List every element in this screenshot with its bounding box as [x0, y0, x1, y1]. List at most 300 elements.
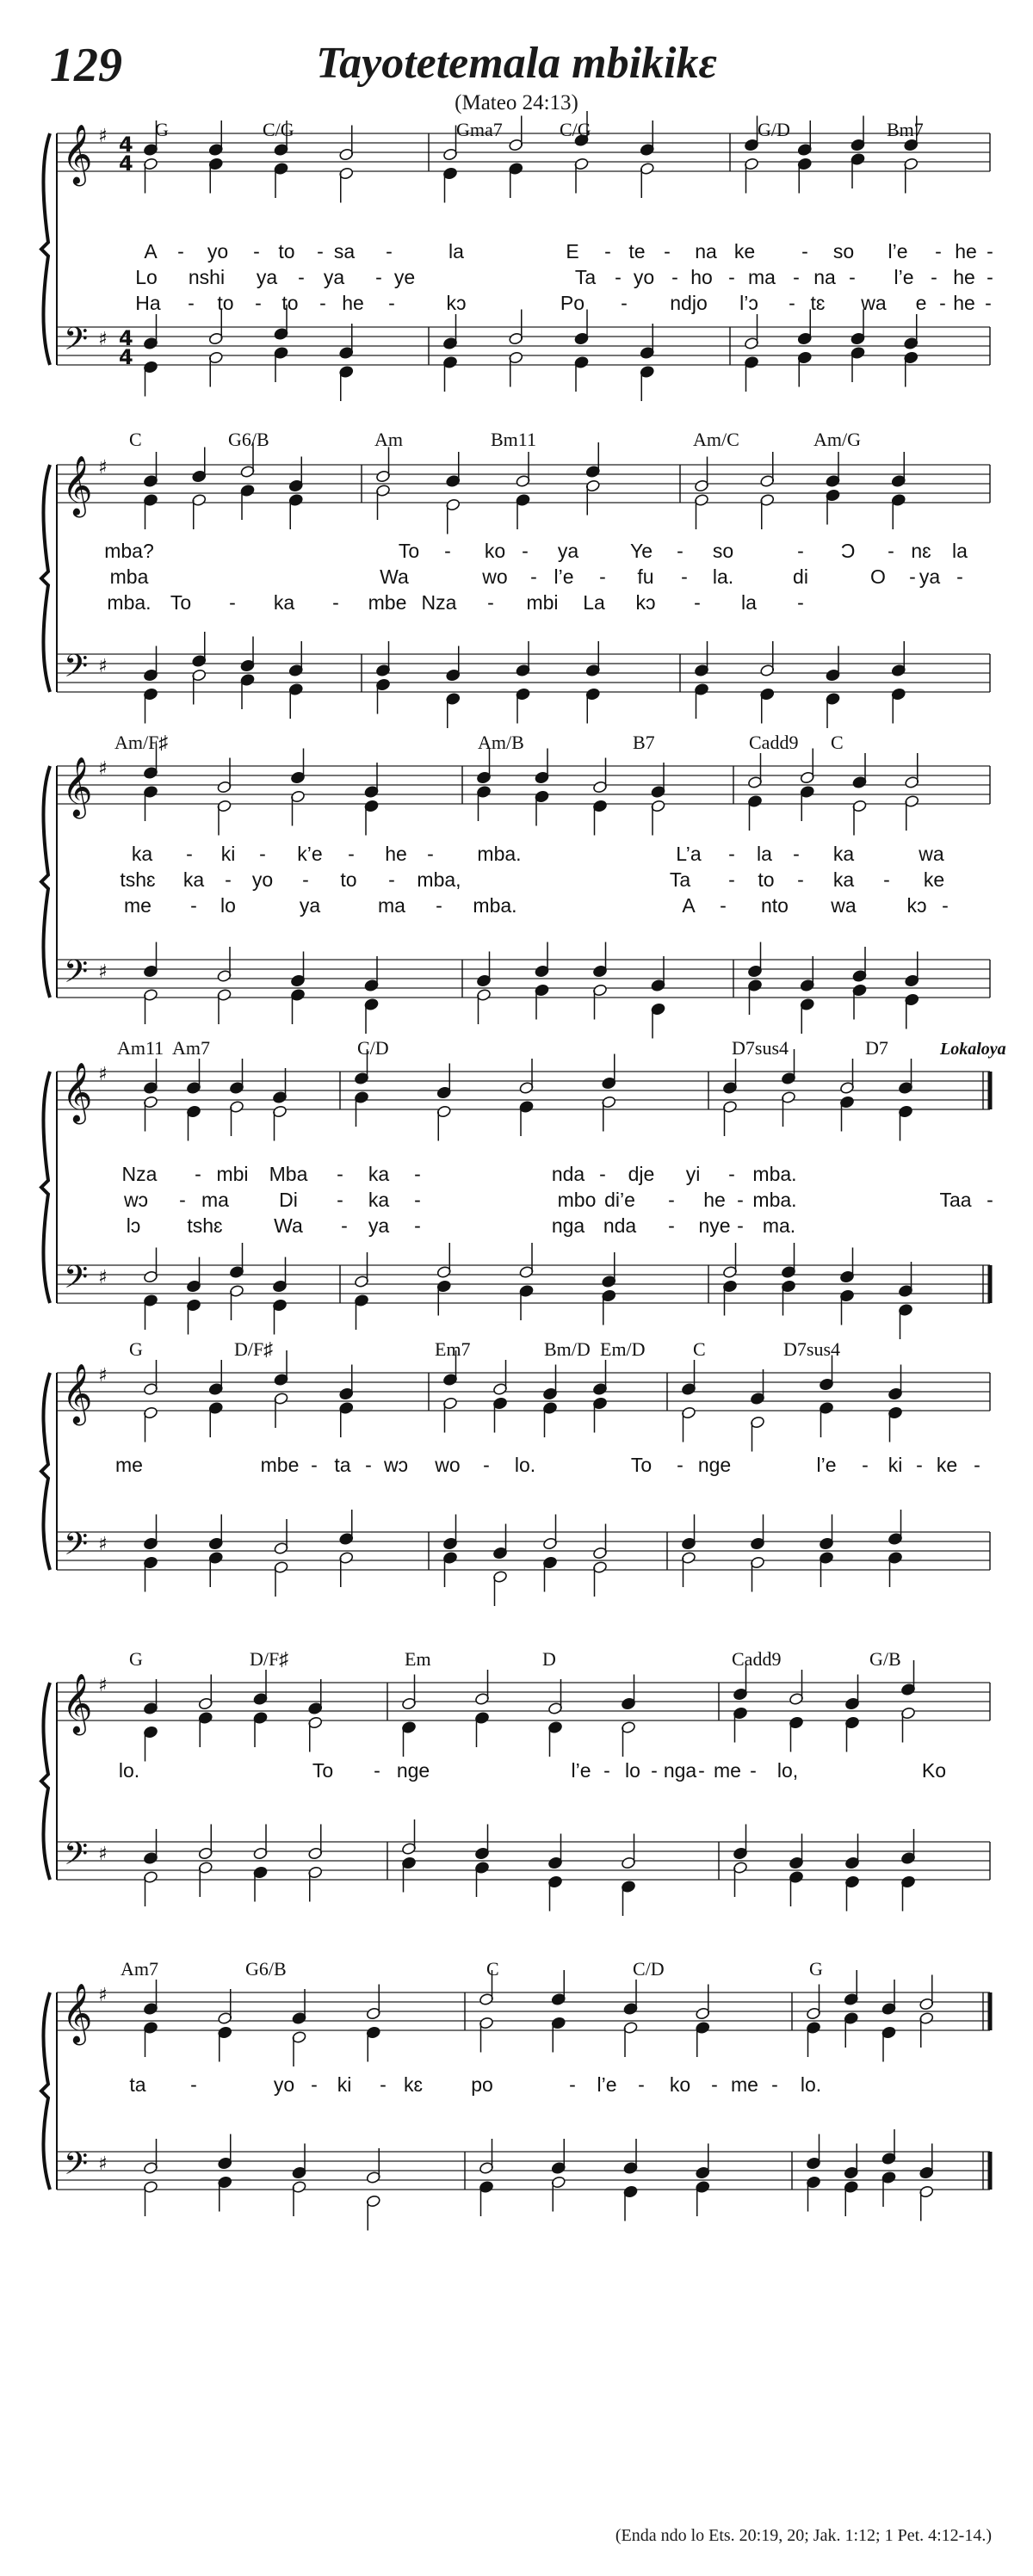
lyric-syllable: -	[259, 843, 266, 865]
lyric-syllable: -	[728, 1163, 735, 1185]
bass-staff	[57, 960, 990, 998]
brace	[41, 133, 50, 365]
lyric-syllable: ko	[669, 2073, 691, 2096]
lyric-syllable: lo	[625, 1759, 640, 1782]
lyric-syllable: Po	[560, 292, 585, 314]
lyric-syllable: -	[348, 843, 355, 865]
lyric-syllable: he	[953, 292, 975, 314]
lyric-syllable: ka	[131, 843, 153, 865]
lyric-syllable: -	[737, 1189, 744, 1211]
lyric-syllable: -	[793, 266, 800, 288]
lyric-syllable: l’e	[888, 240, 908, 263]
lyric-syllable: -	[332, 591, 339, 614]
treble-clef-icon: 𝄞	[62, 757, 93, 817]
bass-notes	[143, 632, 906, 728]
lyric-syllable: l’e	[816, 1454, 837, 1476]
chord-symbol: Am/C	[693, 429, 739, 450]
brace	[41, 1072, 50, 1303]
lyric-syllable: -	[987, 266, 993, 288]
lyric-syllable: -	[311, 2073, 318, 2096]
lyric-syllable: me	[714, 1759, 741, 1782]
lyric-syllable: na	[695, 240, 717, 263]
lyric-syllable: nga	[663, 1759, 697, 1782]
chord-symbol: Em	[405, 1648, 431, 1670]
lyric-syllable: -	[909, 565, 916, 588]
chord-symbol: G	[809, 1958, 823, 1980]
lyric-syllable: -	[862, 1454, 869, 1476]
lyric-syllable: Taa	[939, 1189, 972, 1211]
lyric-syllable: lo.	[800, 2073, 822, 2096]
lyric-syllable: ya	[256, 266, 278, 288]
lyric-syllable: -	[179, 1189, 186, 1211]
chord-symbol: D7	[865, 1037, 888, 1059]
bass-clef-icon: 𝄢	[64, 1259, 89, 1303]
lyric-syllable: To	[630, 1454, 653, 1476]
key-signature-sharp-icon: ♯	[98, 1675, 108, 1696]
chord-symbol: C/G	[263, 119, 294, 140]
lyric-syllable: la	[757, 843, 772, 865]
lyric-syllable: -	[530, 565, 537, 588]
lyric-syllable: To	[312, 1759, 334, 1782]
lyric-syllable: -	[255, 292, 262, 314]
lyric-syllable: -	[797, 591, 804, 614]
lyric-syllable: me	[124, 894, 152, 917]
chord-symbol: G/B	[869, 1648, 901, 1670]
lyric-syllable: lo.	[118, 1759, 140, 1782]
lyric-syllable: -	[603, 1759, 610, 1782]
key-signature-sharp-icon: ♯	[98, 329, 108, 350]
lyric-syllable: l’e	[571, 1759, 591, 1782]
lyric-syllable: lo	[220, 894, 236, 917]
music-system	[41, 1660, 990, 1916]
lyric-syllable: Wa	[380, 565, 409, 588]
chord-symbol: Am7	[121, 1958, 158, 1980]
bass-staff	[57, 327, 990, 365]
lyric-syllable: lo,	[776, 1759, 799, 1782]
lyric-syllable: ki	[337, 2073, 352, 2096]
lyric-syllable: -	[789, 292, 795, 314]
lyric-syllable: -	[987, 240, 993, 263]
lyric-syllable: l’e	[554, 565, 574, 588]
lyric-syllable: -	[694, 591, 701, 614]
lyric-syllable: ho	[690, 266, 713, 288]
lyric-syllable: -	[987, 1189, 993, 1211]
hymn-title: Tayotetemala mbikikɛ	[316, 39, 717, 88]
music-system	[41, 744, 990, 1039]
chord-symbol: D	[542, 1648, 556, 1670]
key-signature-sharp-icon: ♯	[98, 758, 108, 780]
chord-symbol: Am/F♯	[114, 732, 169, 753]
lyric-syllable: -	[427, 843, 434, 865]
time-signature-bottom: 4	[119, 345, 133, 369]
lyric-syllable: mba.	[107, 591, 152, 614]
lyric-syllable: dje	[628, 1163, 655, 1185]
bass-notes	[143, 1510, 902, 1606]
lyric-syllable: -	[664, 240, 671, 263]
lyric-syllable: -	[317, 240, 324, 263]
lyric-syllable: to	[758, 868, 775, 891]
lyric-syllable: -	[298, 266, 305, 288]
bass-clef-icon: 𝄢	[64, 1526, 89, 1570]
bass-notes	[143, 305, 918, 401]
lyric-syllable: -	[177, 240, 184, 263]
lyric-syllable: nɛ	[911, 540, 931, 562]
lyric-syllable: ka	[273, 591, 295, 614]
key-signature-sharp-icon: ♯	[98, 126, 108, 147]
lyric-syllable: -	[728, 266, 735, 288]
lyric-syllable: -	[599, 1163, 606, 1185]
lyric-syllable: -	[916, 1454, 923, 1476]
treble-staff	[57, 1373, 990, 1411]
chord-symbol: D7sus4	[783, 1338, 841, 1360]
lyric-syllable: lɔ	[126, 1214, 141, 1237]
lyric-syllable: mbi	[216, 1163, 249, 1185]
lyric-syllable: tɛ	[810, 292, 826, 314]
lyric-syllable: -	[436, 894, 442, 917]
lyric-syllable: -	[188, 292, 195, 314]
lyric-syllable: La	[583, 591, 605, 614]
lyric-syllable: ya	[557, 540, 579, 562]
time-signature-top: 4	[119, 133, 133, 157]
lyric-syllable: he	[385, 843, 407, 865]
bass-clef-icon: 𝄢	[64, 648, 89, 692]
lyric-syllable: nto	[761, 894, 789, 917]
lyric-syllable: Lo	[135, 266, 158, 288]
key-signature-sharp-icon: ♯	[98, 1064, 108, 1085]
brace	[41, 1683, 50, 1880]
lyric-syllable: kɔ	[446, 292, 467, 314]
lyric-syllable: l’e	[894, 266, 914, 288]
lyric-syllable: -	[225, 868, 232, 891]
lyric-syllable: yo	[273, 2073, 295, 2096]
lyric-syllable: -	[698, 1759, 705, 1782]
lyric-syllable: Ha	[135, 292, 161, 314]
lyric-syllable: Ta	[669, 868, 691, 891]
treble-clef-icon: 𝄞	[62, 455, 93, 516]
lyric-syllable: -	[737, 1214, 744, 1237]
bass-notes	[143, 942, 919, 1039]
lyric-syllable: -	[186, 843, 193, 865]
lyric-syllable: ma.	[762, 1214, 796, 1237]
lyric-syllable: la	[952, 540, 968, 562]
lyric-syllable: -	[668, 1189, 675, 1211]
chord-symbol: Gma7	[456, 119, 503, 140]
lyric-syllable: ya	[919, 565, 941, 588]
lyric-syllable: ka	[832, 868, 855, 891]
lyric-syllable: ma	[378, 894, 405, 917]
lyric-syllable: -	[569, 2073, 576, 2096]
lyric-syllable: nga	[551, 1214, 585, 1237]
lyric-syllable: To	[398, 540, 420, 562]
lyric-syllable: -	[677, 1454, 684, 1476]
lyric-syllable: wo	[482, 565, 508, 588]
treble-notes	[143, 744, 919, 836]
lyric-syllable: -	[190, 894, 197, 917]
lyric-syllable: -	[337, 1163, 343, 1185]
lyric-syllable: yi	[685, 1163, 701, 1185]
lyric-syllable: -	[797, 540, 804, 562]
bass-clef-icon: 𝄢	[64, 321, 89, 365]
chord-symbol: G	[129, 1648, 143, 1670]
chord-symbol: C/G	[560, 119, 591, 140]
treble-clef-icon: 𝄞	[62, 1673, 93, 1733]
lyric-syllable: te	[628, 240, 646, 263]
lyric-syllable: -	[939, 292, 946, 314]
lyric-syllable: -	[677, 540, 684, 562]
chord-symbol: Bm7	[887, 119, 924, 140]
lyric-syllable: -	[311, 1454, 318, 1476]
lyric-syllable: -	[849, 266, 856, 288]
lyric-syllable: -	[728, 868, 735, 891]
lyric-syllable: po	[471, 2073, 493, 2096]
lyric-syllable: -	[935, 240, 942, 263]
lyric-syllable: -	[974, 1454, 980, 1476]
lyric-syllable: l’e	[597, 2073, 617, 2096]
lyric-syllable: -	[337, 1189, 343, 1211]
lyric-syllable: di	[793, 565, 808, 588]
lyric-syllable: -	[487, 591, 494, 614]
chord-symbol: Cadd9	[732, 1648, 782, 1670]
chord-symbol: Am7	[172, 1037, 210, 1059]
lyric-syllable: -	[388, 868, 395, 891]
bass-clef-icon: 𝄢	[64, 1836, 89, 1880]
lyric-syllable: ya	[323, 266, 345, 288]
tempo-mark: Lokaloya	[940, 1040, 1006, 1059]
lyric-syllable: ta	[129, 2073, 146, 2096]
key-signature-sharp-icon: ♯	[98, 1534, 108, 1555]
key-signature-sharp-icon: ♯	[98, 1365, 108, 1387]
lyric-syllable: -	[931, 266, 937, 288]
lyric-syllable: ka	[182, 868, 205, 891]
lyric-syllable: -	[319, 292, 326, 314]
lyric-syllable: -	[365, 1454, 372, 1476]
key-signature-sharp-icon: ♯	[98, 961, 108, 983]
lyric-syllable: nda	[603, 1214, 637, 1237]
chord-symbol: G6/B	[228, 429, 269, 450]
lyric-syllable: so	[712, 540, 734, 562]
lyric-syllable: to	[217, 292, 234, 314]
lyric-syllable: To	[170, 591, 192, 614]
lyric-syllable: wa	[919, 843, 944, 865]
bass-clef-icon: 𝄢	[64, 954, 89, 998]
chord-symbol: Am/G	[813, 429, 861, 450]
bass-clef-icon: 𝄢	[64, 2146, 89, 2190]
chord-symbol: C	[129, 429, 142, 450]
lyric-syllable: lo.	[514, 1454, 536, 1476]
lyric-syllable: -	[985, 292, 992, 314]
lyric-syllable: -	[483, 1454, 490, 1476]
lyric-syllable: ya	[299, 894, 321, 917]
lyric-syllable: me	[731, 2073, 758, 2096]
chord-symbol: Am	[374, 429, 403, 450]
lyric-syllable: nge	[396, 1759, 430, 1782]
chord-symbol: Em7	[435, 1338, 471, 1360]
lyric-syllable: e	[915, 292, 927, 314]
lyric-syllable: -	[302, 868, 309, 891]
lyric-syllable: -	[671, 266, 678, 288]
time-signature-top: 4	[119, 326, 133, 350]
lyric-syllable: kɔ	[635, 591, 656, 614]
lyric-syllable: ya	[368, 1214, 390, 1237]
lyric-syllable: wa	[861, 292, 887, 314]
brace	[41, 766, 50, 998]
chord-symbol: Bm11	[491, 429, 536, 450]
lyric-syllable: -	[711, 2073, 718, 2096]
chord-symbol: Cadd9	[749, 732, 799, 753]
lyric-syllable: to	[281, 292, 299, 314]
lyric-syllable: Ɔ	[840, 540, 856, 562]
lyric-syllable: Nza	[421, 591, 457, 614]
lyric-syllable: fu	[637, 565, 654, 588]
chord-symbol: B7	[633, 732, 655, 753]
lyric-syllable: ki	[888, 1454, 903, 1476]
lyric-syllable: ye	[393, 266, 416, 288]
lyric-syllable: mba.	[752, 1189, 797, 1211]
lyric-syllable: -	[522, 540, 529, 562]
chord-symbol: D/F♯	[250, 1648, 289, 1670]
lyric-syllable: mba	[109, 565, 149, 588]
lyric-syllable: tshɛ	[120, 868, 156, 891]
lyric-syllable: -	[668, 1214, 675, 1237]
lyric-syllable: -	[615, 266, 622, 288]
lyric-syllable: to	[278, 240, 295, 263]
lyric-syllable: nda	[551, 1163, 585, 1185]
lyric-syllable: -	[374, 1759, 380, 1782]
lyric-syllable: mbe	[260, 1454, 300, 1476]
lyric-syllable: me	[115, 1454, 143, 1476]
lyric-syllable: -	[414, 1214, 421, 1237]
key-signature-sharp-icon: ♯	[98, 457, 108, 479]
lyric-syllable: -	[253, 240, 260, 263]
lyric-syllable: mba.	[473, 894, 517, 917]
lyric-syllable: mbo	[557, 1189, 597, 1211]
lyric-syllable: -	[638, 2073, 645, 2096]
lyric-syllable: la.	[712, 565, 734, 588]
treble-staff	[57, 133, 990, 171]
lyric-syllable: l’ɔ	[739, 292, 758, 314]
lyric-syllable: ta	[334, 1454, 351, 1476]
lyric-syllable: Ye	[629, 540, 653, 562]
lyric-syllable: mba,	[417, 868, 461, 891]
lyric-syllable: kɛ	[403, 2073, 424, 2096]
lyric-syllable: ndjo	[670, 292, 708, 314]
chord-symbol: C/D	[633, 1958, 665, 1980]
lyric-syllable: he	[955, 240, 977, 263]
lyric-syllable: -	[388, 292, 395, 314]
lyric-syllable: -	[942, 894, 949, 917]
lyric-syllable: yo	[633, 266, 655, 288]
lyric-syllable: -	[621, 292, 628, 314]
footnote: (Enda ndo lo Ets. 20:19, 20; Jak. 1:12; 1 Pet. 4:12-14.)	[615, 2526, 992, 2545]
lyric-syllable: ka	[368, 1163, 390, 1185]
lyric-syllable: ke	[936, 1454, 958, 1476]
lyric-syllable: wɔ	[383, 1454, 409, 1476]
key-signature-sharp-icon: ♯	[98, 1985, 108, 2006]
lyric-syllable: di’e	[604, 1189, 635, 1211]
lyric-syllable: Nza	[121, 1163, 158, 1185]
lyric-syllable: k’e	[297, 843, 323, 865]
lyric-syllable: -	[341, 1214, 348, 1237]
lyric-syllable: -	[229, 591, 236, 614]
lyric-syllable: ki	[220, 843, 236, 865]
music-system	[41, 442, 990, 728]
lyric-syllable: -	[604, 240, 611, 263]
bass-staff	[57, 1532, 990, 1570]
lyric-syllable: ko	[484, 540, 506, 562]
lyric-syllable: yo	[251, 868, 274, 891]
lyric-syllable: to	[340, 868, 357, 891]
lyric-syllable: -	[750, 1759, 757, 1782]
treble-notes	[143, 1970, 933, 2066]
chord-symbol: G	[129, 1338, 143, 1360]
lyric-syllable: -	[195, 1163, 201, 1185]
lyric-syllable: he	[342, 292, 364, 314]
lyric-syllable: -	[720, 894, 727, 917]
treble-staff	[57, 766, 990, 804]
lyric-syllable: ma	[748, 266, 776, 288]
lyric-syllable: -	[883, 868, 890, 891]
lyric-syllable: -	[414, 1189, 421, 1211]
lyric-syllable: -	[375, 266, 382, 288]
lyric-syllable: -	[380, 2073, 387, 2096]
lyric-syllable: -	[771, 2073, 778, 2096]
brace	[41, 1992, 50, 2190]
lyric-syllable: -	[414, 1163, 421, 1185]
lyric-syllable: A	[682, 894, 696, 917]
lyric-syllable: la	[741, 591, 757, 614]
chord-symbol: Bm/D	[544, 1338, 591, 1360]
lyric-syllable: Ko	[921, 1759, 947, 1782]
lyric-syllable: Ta	[574, 266, 597, 288]
lyric-syllable: so	[832, 240, 855, 263]
lyric-syllable: -	[599, 565, 606, 588]
treble-notes	[143, 1049, 912, 1141]
key-signature-sharp-icon: ♯	[98, 1267, 108, 1288]
lyric-syllable: nshi	[188, 266, 226, 288]
lyric-syllable: ka	[832, 843, 855, 865]
lyric-syllable: ke	[733, 240, 756, 263]
scripture-reference: (Mateo 24:13)	[455, 91, 578, 114]
lyric-syllable: ma	[201, 1189, 229, 1211]
lyric-syllable: sa	[333, 240, 356, 263]
chord-symbol: G	[155, 119, 169, 140]
treble-clef-icon: 𝄞	[62, 124, 93, 184]
chord-symbol: Am11	[117, 1037, 164, 1059]
music-system	[41, 1970, 990, 2231]
treble-clef-icon: 𝄞	[62, 1983, 93, 2043]
chord-symbol: C	[831, 732, 844, 753]
music-system	[41, 1350, 990, 1606]
lyric-syllable: E	[566, 240, 579, 263]
lyric-syllable: -	[681, 565, 688, 588]
lyric-syllable: mbe	[368, 591, 407, 614]
lyric-syllable: mbi	[526, 591, 559, 614]
lyric-syllable: wɔ	[123, 1189, 149, 1211]
lyric-syllable: mba.	[477, 843, 522, 865]
bass-notes	[143, 1819, 915, 1916]
time-signature-bottom: 4	[119, 151, 133, 176]
lyric-syllable: nye	[698, 1214, 731, 1237]
lyric-syllable: ka	[368, 1189, 390, 1211]
lyric-syllable: mba?	[104, 540, 154, 562]
lyric-syllable: kɔ	[906, 894, 927, 917]
chord-symbol: C	[693, 1338, 706, 1360]
lyric-syllable: -	[801, 240, 808, 263]
hymn-number: 129	[50, 39, 122, 92]
lyric-syllable: -	[797, 868, 804, 891]
lyric-syllable: -	[444, 540, 451, 562]
chord-symbol: Am/B	[478, 732, 524, 753]
